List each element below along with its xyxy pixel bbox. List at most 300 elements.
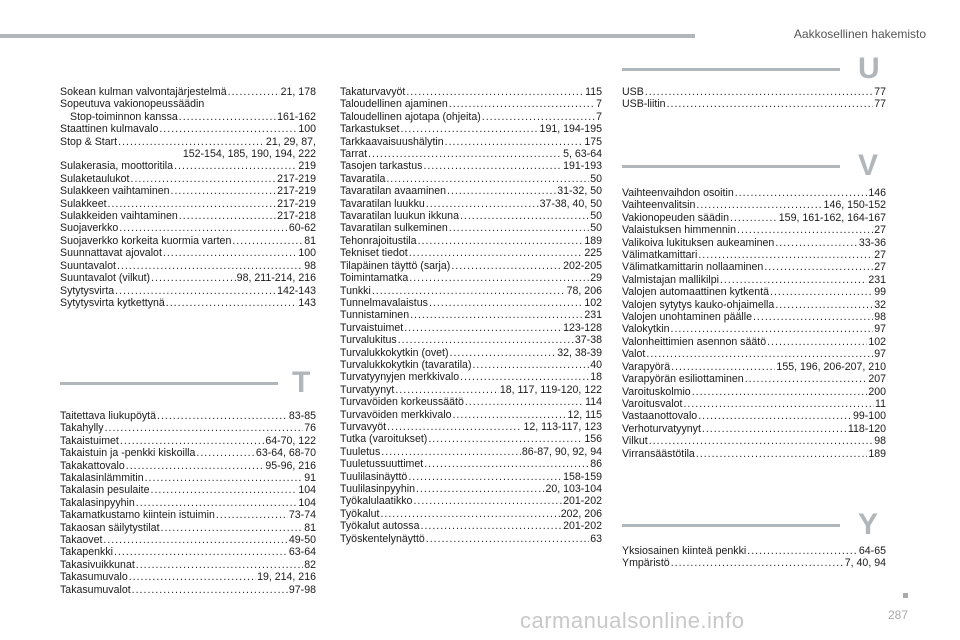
entry-term: Takaistuimet [60, 434, 119, 447]
leader-dots [428, 433, 583, 445]
entry-term: Verhoturvatyynyt [622, 422, 701, 435]
entry-list-t2 [340, 86, 602, 545]
index-entry [60, 546, 316, 558]
leader-dots [174, 160, 297, 172]
index-entry [340, 123, 602, 135]
index-entry [60, 460, 316, 472]
entry-term: Turvavyöt [340, 420, 387, 433]
leader-dots [449, 98, 595, 110]
leader-dots [395, 384, 499, 396]
entry-pages: 60-62 [288, 222, 316, 235]
leader-dots [129, 571, 256, 583]
entry-pages: 91 [304, 472, 316, 485]
index-entry [622, 199, 886, 211]
entry-pages: 102 [868, 335, 886, 348]
leader-dots [131, 173, 277, 185]
leader-dots [460, 371, 589, 383]
entry-pages: 143 [298, 296, 316, 309]
entry-term: Taitettava liukupöytä [60, 410, 156, 422]
leader-dots [692, 386, 868, 398]
leader-dots [426, 533, 589, 545]
page-marker [903, 593, 908, 598]
index-entry [340, 235, 602, 247]
entry-pages: 114 [585, 396, 602, 409]
entry-term: Vastaanottovalo [622, 410, 698, 423]
entry-pages: 7 [596, 98, 602, 111]
entry-term: Tavaratilan luukku [340, 197, 425, 210]
leader-dots [645, 86, 873, 98]
index-entry [340, 148, 602, 160]
entry-term: Takamatkustamo kiintein istuimin [60, 509, 215, 522]
entry-term: Työkalut autossa [340, 520, 420, 533]
index-entry [340, 384, 602, 396]
entry-pages: 37-38, 40, 50 [539, 197, 602, 210]
entry-pages: 63-64 [288, 546, 316, 559]
entry-term: Taloudellinen ajotapa (ohjeita) [340, 110, 481, 123]
section-header-v [622, 149, 886, 187]
entry-pages: 159, 161-162, 164-167 [778, 211, 886, 224]
entry-list-t [60, 410, 316, 596]
entry-pages: 37-38 [574, 334, 602, 347]
entry-term: Turvaistuimet [340, 321, 404, 334]
index-entry [340, 409, 602, 421]
section-header-y [622, 508, 886, 546]
index-entry [340, 347, 602, 359]
leader-dots [171, 185, 277, 197]
index-entry [340, 359, 602, 371]
leader-dots [421, 520, 563, 532]
index-entry [60, 173, 316, 185]
entry-pages: 63 [590, 532, 602, 545]
index-entry [60, 472, 316, 484]
leader-dots [418, 235, 584, 247]
entry-pages: 231 [868, 273, 886, 286]
index-entry [340, 421, 602, 433]
entry-term: Tavaratila [340, 172, 386, 185]
entry-pages: 78, 206 [566, 284, 602, 297]
leader-dots [232, 235, 303, 247]
index-entry [622, 410, 886, 422]
entry-pages: 31-32, 50 [557, 185, 602, 198]
entry-term: Sulakerasia, moottoritila [60, 160, 174, 173]
index-entry [340, 520, 602, 532]
index-entry [60, 272, 316, 284]
leader-dots [408, 471, 562, 483]
entry-term: Sulakkeen vaihtaminen [60, 185, 170, 198]
watermark: carmanualsonline.info [520, 608, 745, 633]
entry-term: Valot [622, 348, 646, 361]
leader-dots [671, 323, 874, 335]
entry-term: Turvalukkokytkin (tavaratila) [340, 358, 472, 371]
entry-pages: 86 [590, 458, 602, 471]
entry-term: Sulaketaulukot [60, 172, 130, 185]
entry-pages: 64-70, 122 [265, 434, 316, 447]
section-letter-t: T [292, 366, 311, 399]
index-entry [340, 260, 602, 272]
index-entry [340, 98, 602, 110]
entry-pages: 98 [874, 435, 886, 448]
entry-pages: 98, 211-214, 216 [236, 272, 316, 285]
entry-term: Tuulilasinpyyhin [340, 483, 415, 495]
entry-pages: 82 [304, 558, 316, 571]
entry-pages: 217-218 [277, 210, 316, 223]
index-entry [60, 497, 316, 509]
entry-pages: 77 [874, 98, 886, 111]
index-entry [60, 447, 316, 459]
index-entry [622, 448, 886, 460]
index-entry [622, 311, 886, 323]
leader-dots [163, 247, 297, 259]
page-number: 287 [887, 608, 908, 622]
entry-term: Sulakkeiden vaihtaminen [60, 210, 178, 223]
section-letter-v: V [858, 149, 879, 182]
entry-pages: 152-154, 185, 190, 194, 222 [182, 148, 316, 161]
index-entry [622, 299, 886, 311]
index-entry [60, 559, 316, 571]
index-entry [340, 297, 602, 309]
index-entry [60, 571, 316, 583]
leader-dots [764, 261, 873, 273]
leader-dots [132, 584, 288, 596]
index-column-3-u [622, 86, 886, 111]
leader-dots [698, 249, 873, 261]
entry-term: Takapenkki [60, 546, 113, 559]
entry-term: Suunnattavat ajovalot [60, 247, 162, 260]
entry-pages: 12, 115 [567, 408, 602, 421]
entry-term: Sytytysvirta [60, 284, 115, 297]
leader-dots [196, 447, 255, 459]
entry-term: Stop & Start [60, 135, 118, 148]
leader-dots [646, 348, 873, 360]
index-entry [340, 533, 602, 545]
leader-dots [404, 322, 562, 334]
entry-list-y [622, 545, 886, 570]
index-entry [60, 210, 316, 222]
entry-term: Takalasinlämmitin [60, 472, 144, 485]
entry-pages: 191, 194-195 [539, 123, 602, 136]
leader-dots [735, 187, 868, 199]
index-entry [622, 373, 886, 385]
leader-dots [228, 86, 280, 98]
entry-pages: 97 [874, 323, 886, 336]
entry-pages: 86-87, 90, 92, 94 [521, 445, 602, 458]
entry-term: Takalasin pesulaite [60, 484, 150, 497]
index-entry [340, 86, 602, 98]
index-entry [622, 274, 886, 286]
index-entry [60, 435, 316, 447]
index-entry [60, 285, 316, 297]
index-entry [340, 471, 602, 483]
index-entry [60, 534, 316, 546]
index-entry [60, 410, 316, 422]
page-title: Aakkosellinen hakemisto [793, 27, 926, 41]
entry-pages: 29 [590, 272, 602, 285]
index-entry [60, 160, 316, 172]
index-entry [340, 396, 602, 408]
index-entry [60, 185, 316, 197]
leader-dots [429, 297, 583, 309]
leader-dots [775, 237, 858, 249]
leader-dots [381, 446, 521, 458]
entry-pages: 20, 103-104 [545, 483, 602, 495]
leader-dots [775, 299, 873, 311]
leader-dots [368, 148, 562, 160]
leader-dots [216, 509, 288, 521]
entry-term: Varapyörän esiliottaminen [622, 373, 744, 386]
entry-term: Takakattovalo [60, 459, 125, 472]
entry-term: Staattinen kulmavalo [60, 123, 159, 136]
section-bar [622, 524, 840, 527]
index-entry [60, 522, 316, 534]
entry-term: Tehonrajoitustila [340, 234, 417, 247]
entry-pages: 76 [304, 422, 316, 435]
entry-term: Tasojen tarkastus [340, 160, 423, 173]
entry-term: Stop-toiminnon kanssa [70, 110, 178, 123]
leader-dots [108, 198, 277, 210]
entry-pages: 219 [298, 160, 316, 173]
entry-list-v [622, 187, 886, 460]
index-entry [340, 185, 602, 197]
entry-term: USB-liitin [622, 98, 666, 111]
leader-dots [413, 495, 562, 507]
section-letter-y: Y [858, 508, 879, 541]
entry-pages: 191-193 [563, 160, 602, 173]
leader-dots [747, 545, 858, 557]
entry-term: Tavaratilan avaaminen [340, 185, 446, 198]
index-entry [60, 235, 316, 247]
entry-pages: 81 [304, 521, 316, 534]
index-entry [622, 261, 886, 273]
entry-term: Vaihteenvalitsin [622, 199, 696, 212]
entry-term: Tutka (varoitukset) [340, 433, 428, 446]
entry-term: Takasumuvalo [60, 571, 128, 584]
entry-pages: 142-143 [277, 284, 316, 297]
index-entry [622, 323, 886, 335]
entry-term: Takaistuin ja -penkki kiskoilla [60, 447, 196, 460]
leader-dots [117, 260, 303, 272]
entry-pages: 115 [585, 86, 602, 98]
entry-pages: 104 [298, 496, 316, 509]
entry-pages: 83-85 [288, 410, 316, 422]
index-entry [622, 237, 886, 249]
entry-pages: 231 [584, 309, 602, 322]
index-entry [622, 545, 886, 557]
index-entry [340, 483, 602, 495]
index-entry [60, 148, 316, 160]
entry-pages: 98 [304, 259, 316, 272]
entry-term: USB [622, 86, 644, 98]
entry-term: Yksiosainen kiinteä penkki [622, 545, 747, 557]
index-entry [340, 222, 602, 234]
entry-term: Toimintamatka [340, 272, 409, 285]
index-entry [622, 98, 886, 110]
entry-pages: 158-159 [563, 470, 602, 483]
entry-term: Valmistajan mallikilpi [622, 273, 719, 286]
entry-pages: 33-36 [858, 236, 886, 249]
index-entry [622, 212, 886, 224]
leader-dots [387, 421, 522, 433]
entry-pages: 27 [874, 261, 886, 274]
index-column-3-v [622, 187, 886, 460]
entry-pages: 95-96, 216 [265, 459, 316, 472]
section-bar [622, 68, 840, 71]
entry-pages: 189 [868, 447, 886, 460]
entry-term: Virransäästötila [622, 447, 695, 460]
leader-dots [460, 210, 589, 222]
entry-list-s [60, 86, 316, 309]
leader-dots [451, 260, 562, 272]
index-entry [60, 484, 316, 496]
index-entry [340, 508, 602, 520]
entry-term: Tuuletussuuttimet [340, 458, 424, 471]
leader-dots [445, 136, 584, 148]
entry-term: Valonheittimien asennon säätö [622, 335, 767, 348]
index-entry [60, 260, 316, 272]
entry-pages: 63-64, 68-70 [255, 447, 316, 460]
leader-dots [115, 285, 276, 297]
entry-pages: 175 [584, 135, 602, 148]
index-entry [622, 386, 886, 398]
leader-dots [151, 272, 236, 284]
entry-pages: 7 [596, 110, 602, 123]
entry-pages: 5, 63-64 [563, 148, 602, 161]
index-entry [340, 322, 602, 334]
index-entry [340, 446, 602, 458]
entry-pages: 11 [875, 397, 886, 410]
entry-pages: 201-202 [563, 495, 602, 508]
entry-term: Takaosan säilytystilat [60, 521, 160, 534]
entry-term: Takahylly [60, 422, 104, 435]
entry-term: Työkalulaatikko [340, 495, 413, 508]
entry-pages: 200 [868, 385, 886, 398]
entry-term: Työkalut [340, 507, 380, 520]
leader-dots [118, 136, 265, 148]
entry-pages: 7, 40, 94 [844, 557, 886, 570]
entry-term: Vakionopeuden säädin [622, 211, 730, 224]
entry-term: Valojen sytytys kauko-ohjaimella [622, 298, 775, 311]
index-entry [340, 247, 602, 259]
section-letter-u: U [858, 52, 880, 85]
leader-dots [157, 410, 288, 422]
entry-pages: 156 [584, 433, 602, 446]
entry-pages: 207 [868, 373, 886, 386]
entry-pages: 102 [584, 296, 602, 309]
entry-pages: 100 [298, 123, 316, 136]
leader-dots [450, 347, 557, 359]
entry-term: Takalasinpyyhin [60, 496, 135, 509]
index-entry [60, 297, 316, 309]
leader-dots [114, 546, 288, 558]
entry-pages: 202, 206 [560, 507, 602, 520]
leader-dots [179, 210, 276, 222]
entry-pages: 27 [874, 249, 886, 262]
index-entry [622, 249, 886, 261]
index-column-1-t [60, 410, 316, 596]
entry-term: Tavaratilan luukun ikkuna [340, 210, 459, 223]
entry-term: Sopeutuva vakionopeussäädin [60, 98, 205, 111]
entry-term: Turvatyynyjen merkkivalo [340, 371, 460, 384]
entry-term: Takaturvavyöt [340, 86, 406, 98]
section-bar [622, 165, 840, 168]
entry-term: Tavaratilan sulkeminen [340, 222, 448, 235]
entry-pages: 201-202 [563, 520, 602, 533]
leader-dots [447, 185, 556, 197]
index-entry [340, 198, 602, 210]
index-entry [340, 371, 602, 383]
entry-pages: 189 [584, 234, 602, 247]
entry-term: Varoituskolmio [622, 385, 691, 398]
leader-dots [179, 111, 276, 123]
leader-dots [767, 336, 867, 348]
entry-pages: 81 [304, 234, 316, 247]
leader-dots [424, 458, 589, 470]
entry-pages: 97-98 [288, 583, 316, 596]
leader-dots [671, 557, 844, 569]
leader-dots [151, 484, 298, 496]
index-entry [340, 495, 602, 507]
entry-term: Taloudellinen ajaminen [340, 98, 448, 111]
index-entry [60, 222, 316, 234]
index-entry [60, 247, 316, 259]
entry-pages: 12, 113-117, 123 [523, 420, 602, 433]
leader-dots [159, 123, 297, 135]
entry-pages: 202-205 [563, 259, 602, 272]
leader-dots [730, 212, 778, 224]
entry-pages: 18 [590, 371, 602, 384]
entry-pages: 49-50 [288, 534, 316, 547]
index-entry [340, 334, 602, 346]
entry-pages: 161-162 [277, 110, 316, 123]
entry-pages: 19, 214, 216 [257, 571, 316, 584]
leader-dots [426, 198, 539, 210]
entry-term: Takasivuikkunat [60, 558, 135, 571]
leader-dots [472, 359, 589, 371]
leader-dots [683, 398, 874, 410]
leader-dots [136, 559, 303, 571]
entry-term: Tuuletus [340, 445, 381, 458]
index-entry [340, 272, 602, 284]
index-entry [340, 160, 602, 172]
entry-term: Tunkki [340, 284, 371, 297]
leader-dots [465, 396, 584, 408]
index-entry [60, 98, 316, 110]
entry-term: Sulakkeet [60, 197, 107, 210]
entry-term: Varapyörä [622, 360, 671, 373]
entry-term: Varoitusvalot [622, 397, 683, 410]
leader-dots [161, 522, 304, 534]
entry-pages: 146, 150-152 [823, 199, 886, 212]
entry-pages: 99 [874, 286, 886, 299]
index-entry [340, 433, 602, 445]
leader-dots [449, 222, 589, 234]
leader-dots [698, 410, 852, 422]
entry-term: Välimatkamittari [622, 249, 698, 262]
leader-dots [667, 98, 874, 110]
entry-term: Työskentelynäyttö [340, 532, 425, 545]
index-entry [340, 309, 602, 321]
leader-dots [720, 274, 867, 286]
index-entry [340, 173, 602, 185]
leader-dots [737, 224, 873, 236]
leader-dots [452, 409, 566, 421]
index-entry [340, 136, 602, 148]
index-entry [622, 435, 886, 447]
entry-term: Tekniset tiedot [340, 247, 408, 260]
entry-pages: 18, 117, 119-120, 122 [499, 383, 602, 396]
entry-term: Tunnistaminen [340, 309, 410, 322]
entry-term: Suuntavalot (vilkut) [60, 272, 151, 285]
index-entry [622, 348, 886, 360]
